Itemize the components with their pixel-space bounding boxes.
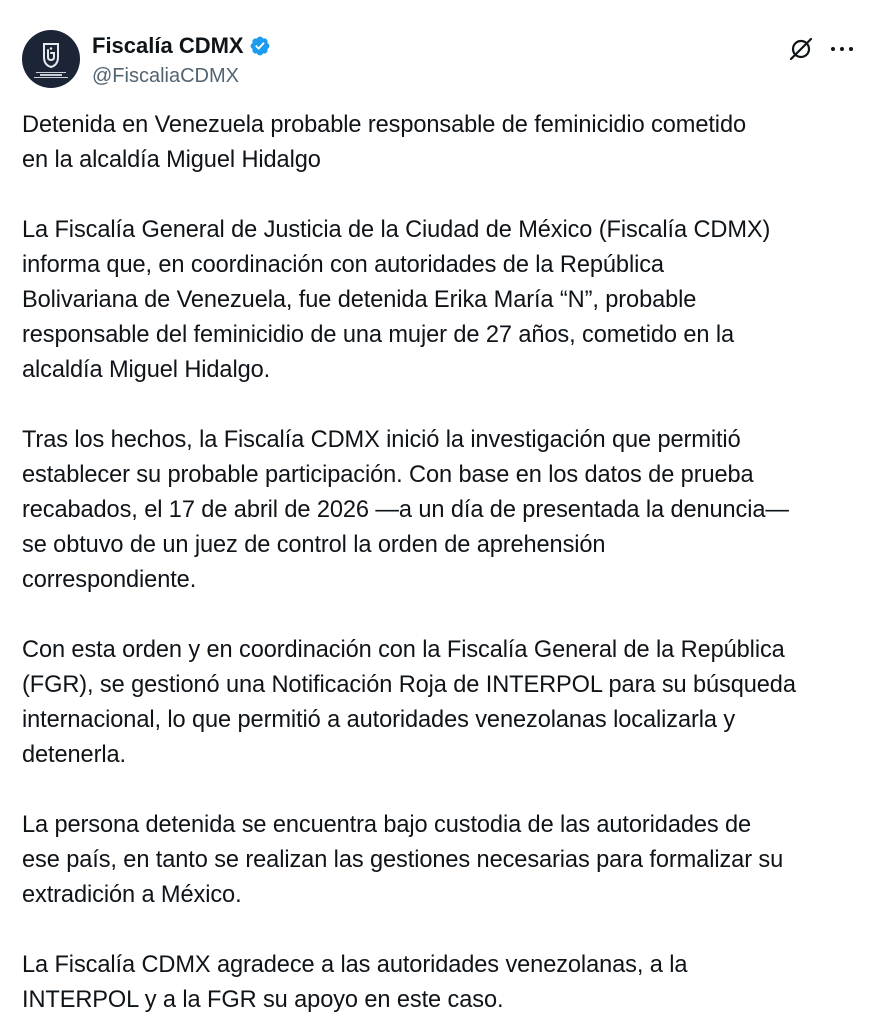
author-block: [92, 32, 271, 89]
avatar[interactable]: [22, 30, 80, 88]
fiscalia-logo-icon: [36, 40, 66, 70]
tweet-paragraph: La Fiscalía General de Justicia de la Ciudad de México (Fiscalía CDMX) informa que, en coordinación con autoridades de la República Bolivariana de Venezuela, fue detenida Erika María “N”, probable responsable del feminicidio de una mujer de 27 años, cometido en la alcaldía Miguel Hidalgo.: [22, 217, 771, 383]
more-horizontal-icon: [830, 45, 854, 53]
tweet-paragraph: Tras los hechos, la Fiscalía CDMX inició la investigación que permitió establecer su probable participación. Con base en los datos de prueba recabados, el 17 de abril de 2026 —a un día de presentada la denuncia— se obtuvo de un juez de control la orden de aprehensión correspondiente.: [22, 427, 789, 593]
tweet-paragraph: Con esta orden y en coordinación con la Fiscalía General de la República (FGR), se gestionó una Notificación Roja de INTERPOL para su búsqueda internacional, lo que permitió a autoridades venezolanas localizarla y detenerla.: [22, 637, 796, 768]
tweet-text: [22, 108, 862, 1018]
tweet-header: [0, 0, 877, 100]
grok-slash-icon: [788, 36, 814, 62]
tweet-paragraph: La persona detenida se encuentra bajo custodia de las autoridades de ese país, en tanto se realizan las gestiones necesarias para formalizar su extradición a México.: [22, 812, 784, 908]
author-display-name[interactable]: Fiscalía CDMX: [92, 33, 244, 58]
verified-badge-icon: [249, 35, 271, 57]
author-handle[interactable]: @FiscaliaCDMX: [92, 65, 239, 87]
tweet-paragraph-headline: Detenida en Venezuela probable responsable de feminicidio cometido en la alcaldía Miguel Hidalgo: [22, 112, 746, 173]
tweet-paragraph: La Fiscalía CDMX agradece a las autoridades venezolanas, a la INTERPOL y a la FGR su apoyo en este caso.: [22, 952, 688, 1013]
more-options-button[interactable]: [826, 34, 858, 64]
grok-button[interactable]: [786, 34, 816, 64]
